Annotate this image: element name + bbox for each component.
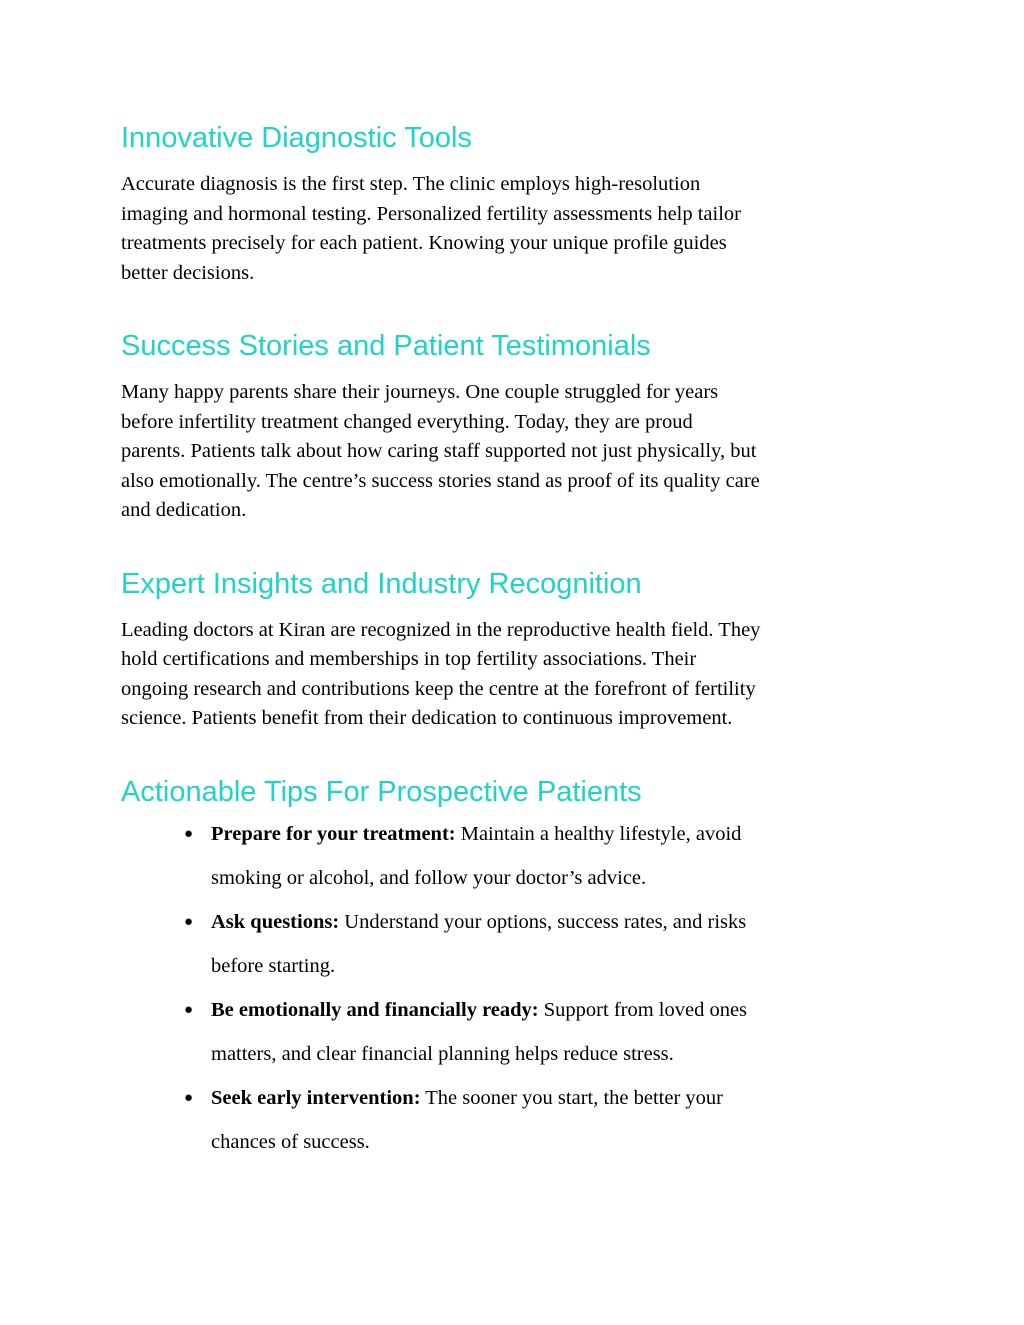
bullet-icon: ●	[184, 1001, 194, 1018]
paragraph-line: ongoing research and contributions keep the centre at the forefront of fertility	[121, 677, 756, 700]
section-paragraph	[121, 378, 911, 526]
tip-title: Be emotionally and financially ready:	[211, 998, 539, 1021]
tip-item	[184, 900, 911, 988]
tip-item	[184, 988, 911, 1076]
paragraph-line: Many happy parents share their journeys. One couple struggled for years	[121, 381, 719, 403]
section-heading: Expert Insights and Industry Recognition	[121, 567, 642, 600]
tip-second-line: smoking or alcohol, and follow your doctor’s advice.	[211, 866, 647, 889]
paragraph-line: Accurate diagnosis is the first step. The clinic employs high-resolution	[121, 173, 701, 195]
section-success-stories	[121, 326, 911, 526]
paragraph-line: better decisions.	[121, 261, 255, 284]
tip-first-line	[211, 988, 911, 1032]
tip-text: Support from loved ones	[538, 998, 748, 1021]
section-heading: Success Stories and Patient Testimonials	[121, 330, 651, 362]
paragraph-line: Leading doctors at Kiran are recognized in the reproductive health field. They	[121, 618, 761, 641]
tip-title: Seek early intervention:	[211, 1086, 421, 1109]
section-heading: Innovative Diagnostic Tools	[121, 122, 472, 154]
bullet-icon: ●	[184, 1089, 194, 1106]
tip-second-line: before starting.	[211, 954, 336, 977]
paragraph-line: parents. Patients talk about how caring staff supported not just physically, but	[121, 440, 757, 462]
paragraph-line: science. Patients benefit from their dedication to continuous improvement.	[121, 707, 733, 729]
tip-title: Ask questions:	[211, 910, 340, 933]
section-heading: Actionable Tips For Prospective Patients	[121, 775, 642, 808]
section-diagnostic-tools	[121, 118, 911, 288]
section-expert-insights	[121, 564, 911, 734]
bullet-icon: ●	[184, 825, 194, 842]
section-paragraph	[121, 170, 911, 288]
paragraph-line: hold certifications and memberships in top fertility associations. Their	[121, 648, 697, 670]
tip-second-line: matters, and clear financial planning helps reduce stress.	[211, 1042, 674, 1065]
bullet-icon: ●	[184, 913, 194, 930]
paragraph-line: imaging and hormonal testing. Personalized fertility assessments help tailor	[121, 202, 741, 225]
paragraph-line: before infertility treatment changed everything. Today, they are proud	[121, 410, 693, 433]
tip-text: The sooner you start, the better your	[420, 1086, 724, 1109]
tip-item	[184, 812, 911, 900]
tip-first-line	[211, 900, 911, 944]
tip-text: Maintain a healthy lifestyle, avoid	[455, 822, 742, 845]
paragraph-line: also emotionally. The centre’s success stories stand as proof of its quality care	[121, 469, 760, 492]
tip-first-line	[211, 1076, 911, 1120]
document-page	[121, 118, 911, 1164]
tip-first-line	[211, 812, 911, 856]
tip-second-line: chances of success.	[211, 1130, 370, 1153]
tips-list	[121, 812, 911, 1164]
paragraph-line: and dedication.	[121, 499, 247, 521]
tip-title: Prepare for your treatment:	[211, 822, 456, 845]
tip-item	[184, 1076, 911, 1164]
section-paragraph	[121, 616, 911, 734]
section-actionable-tips	[121, 772, 911, 1164]
paragraph-line: treatments precisely for each patient. Knowing your unique profile guides	[121, 232, 727, 254]
tip-text: Understand your options, success rates, and risks	[339, 910, 747, 933]
